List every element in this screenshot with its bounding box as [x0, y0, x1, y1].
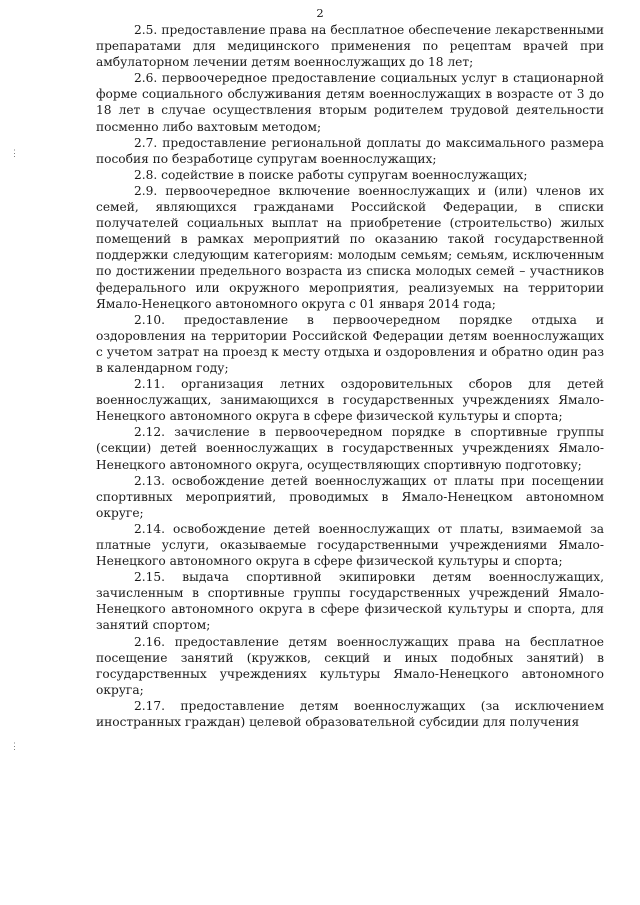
- paragraph-2-11: 2.11. организация летних оздоровительных сборов для детей военнослужащих, занимающихся в государственных учреждениях Ямало-Ненецкого автономного округа в сфере физической культуры и спорта;: [96, 377, 604, 424]
- paragraph-2-17: 2.17. предоставление детям военнослужащих (за исключением иностранных граждан) целевой образовательной субсидии для получения: [96, 698, 604, 730]
- paragraph-2-5: 2.5. предоставление права на бесплатное обеспечение лекарственными препаратами для медицинского применения по рецептам врачей при амбулаторном лечении детям военнослужащих до 18 лет;: [96, 23, 604, 70]
- scan-margin-mark: ⋮: [10, 742, 19, 752]
- paragraph-2-6: 2.6. первоочередное предоставление социальных услуг в стационарной форме социального обслуживания детям военнослужащих в возрасте от 3 до 18 лет в случае осуществления вторым родителем трудовой деятельности посменно либо вахтовым методом;: [96, 71, 604, 134]
- paragraph-2-7: 2.7. предоставление региональной доплаты до максимального размера пособия по безработице супругам военнослужащих;: [96, 135, 604, 166]
- paragraph-2-8: 2.8. содействие в поиске работы супругам военнослужащих;: [134, 167, 528, 182]
- page-number: 2: [316, 6, 324, 20]
- paragraph-2-9: 2.9. первоочередное включение военнослужащих и (или) членов их семей, являющихся гражданами Российской Федерации, в списки получателей социальных выплат на приобретение (строительство) жилых помещений в рамках мероприятий по оказанию такой государственной поддержки следующим категориям: молодым семьям; семьям, исключенным по достижении предельного возраста из списка молодых семей – участников федерального или окружного мероприятия, реализуемых на территории Ямало-Ненецкого автономного округа с 01 января 2014 года;: [96, 183, 604, 311]
- scan-margin-mark: ⋮: [10, 149, 19, 159]
- paragraph-2-15: 2.15. выдача спортивной экипировки детям военнослужащих, зачисленным в спортивные группы государственных учреждений Ямало-Ненецкого автономного округа в сфере физической культуры и спорта, для занятий спортом;: [96, 570, 604, 633]
- paragraph-2-16: 2.16. предоставление детям военнослужащих права на бесплатное посещение занятий (кружков, секций и иных подобных занятий) в государственных учреждениях культуры Ямало-Ненецкого автономного округа;: [96, 634, 604, 697]
- paragraph-2-14: 2.14. освобождение детей военнослужащих от платы, взимаемой за платные услуги, оказываемые государственными учреждениями Ямало-Ненецкого автономного округа в сфере физической культуры и спорта;: [96, 521, 604, 569]
- document-body: [96, 22, 604, 730]
- paragraph-2-12: 2.12. зачисление в первоочередном порядке в спортивные группы (секции) детей военнослужащих в государственных учреждениях Ямало-Ненецкого автономного округа, осуществляющих спортивную подготовку;: [96, 425, 604, 472]
- paragraph-2-13: 2.13. освобождение детей военнослужащих от платы при посещении спортивных мероприятий, проводимых в Ямало-Ненецком автономном округе;: [96, 473, 604, 520]
- paragraph-2-10: 2.10. предоставление в первоочередном порядке отдыха и оздоровления на территории Российской Федерации детям военнослужащих с учетом затрат на проезд к месту отдыха и оздоровления и обратно один раз в календарном году;: [96, 312, 604, 375]
